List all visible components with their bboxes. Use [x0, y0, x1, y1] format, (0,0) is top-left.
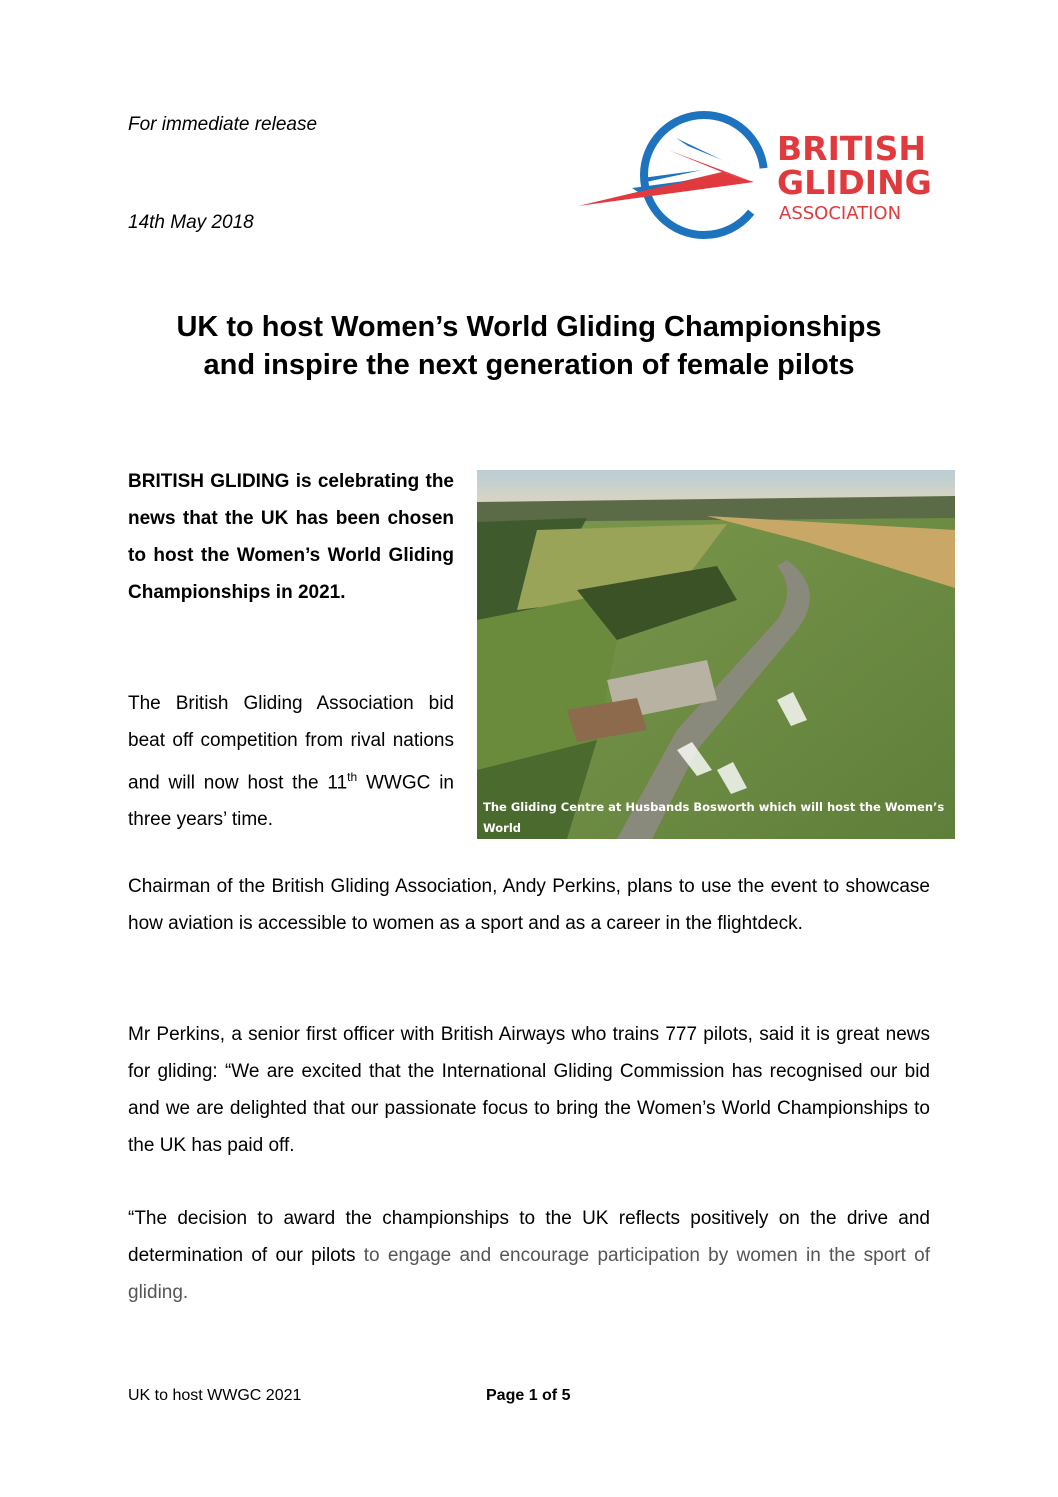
footer-page-number: Page 1 of 5 [486, 1387, 571, 1404]
paragraph-chairman: Chairman of the British Gliding Association, Andy Perkins, plans to use the event to showcase how aviation is accessible to women as a sport and as a career in the flightdeck. [128, 876, 930, 934]
title-line-2: and inspire the next generation of female pilots [203, 349, 855, 381]
logo-text-line1: BRITISH [777, 129, 927, 168]
release-date: 14th May 2018 [128, 212, 254, 233]
para4-text: “The decision to award the championships to the UK reflects positively on the drive and determination of our pilots [128, 1208, 930, 1266]
ordinal-suffix: th [347, 770, 358, 784]
paragraph-perkins-quote: Mr Perkins, a senior first officer with British Airways who trains 777 pilots, said it is great news for gliding: “We are excited that the International Gliding Commission has recognised our bid and we are delighted that our passionate focus to bring the Women’s World Championships to the UK has paid off. [128, 1024, 930, 1156]
para4-grey-text: to engage and encourage participation by women in the sport of gliding. [128, 1245, 930, 1303]
paragraph-bid [128, 685, 454, 838]
lead-paragraph: BRITISH GLIDING is celebrating the news that the UK has been chosen to host the Women’s World Gliding Championships in 2021. [128, 471, 454, 603]
bga-logo [572, 108, 942, 242]
logo-text-line2: GLIDING [777, 163, 932, 202]
para1-text-end: WWGC in three years’ time. [128, 772, 454, 831]
para1-text: The British Gliding Association bid beat off competition from rival nations and will now host the 11 [128, 693, 454, 794]
caption-line-2: Championships in 2021. (Photo: www.peteralvey.com) [483, 842, 835, 856]
photo-caption [483, 797, 953, 860]
footer-document-name: UK to host WWGC 2021 [128, 1387, 302, 1404]
title-line-1: UK to host Women’s World Gliding Championships [176, 311, 882, 343]
glider-swoosh-icon [572, 108, 942, 242]
airfield-photo [477, 470, 955, 839]
page-title [80, 308, 978, 384]
paragraph-decision [128, 1200, 930, 1311]
logo-text-line3: ASSOCIATION [779, 203, 902, 224]
caption-line-1: The Gliding Centre at Husbands Bosworth which will host the Women’s World [483, 800, 945, 835]
release-label: For immediate release [128, 114, 318, 135]
